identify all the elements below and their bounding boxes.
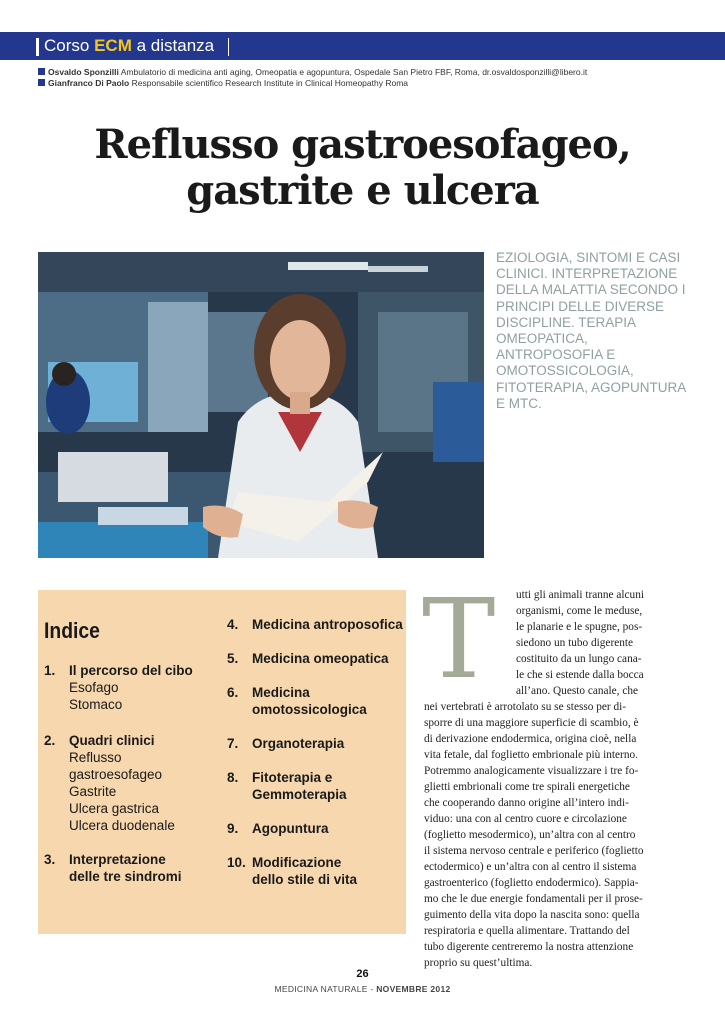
index-item-number: 1. xyxy=(44,663,56,678)
magazine-footer xyxy=(0,984,725,994)
article-line: tubo digerente centreremo la nostra attenzione xyxy=(424,941,634,953)
article-line: (foglietto mesodermico), un’altra con al centro xyxy=(424,829,636,841)
index-item-number: 9. xyxy=(227,821,239,836)
index-item-number: 10. xyxy=(227,855,246,870)
index-item-number: 2. xyxy=(44,733,56,748)
author-list xyxy=(38,67,698,89)
section-banner xyxy=(0,32,725,60)
article-line: ectodermico) e un’altra con al centro il sistema xyxy=(424,861,637,873)
author-name: Osvaldo Sponzilli xyxy=(48,67,119,77)
course-title xyxy=(44,36,214,56)
author-name: Gianfranco Di Paolo xyxy=(48,78,130,88)
index-item-sub: Ulcera duodenale xyxy=(69,818,175,833)
article-line: respiratoria e quella alimentare. Trattando del xyxy=(424,925,630,937)
article-line: viduo: una con al centro cuore e circolazione xyxy=(424,813,627,825)
article-line: costituito da un lungo cana- xyxy=(516,653,642,665)
banner-left-bar xyxy=(36,38,39,56)
article-line: di derivazione endodermica, origina cioè, nella xyxy=(424,733,637,745)
headline-line-2: gastrite e ulcera xyxy=(186,167,539,214)
article-line: vita fetale, dal foglietto embrionale più interno. xyxy=(424,749,638,761)
index-item-title: Medicina antroposofica xyxy=(252,617,403,632)
index-item-number: 3. xyxy=(44,852,56,867)
page-number: 26 xyxy=(356,968,369,980)
author-line xyxy=(38,67,698,78)
article-line: mo che le due energie fondamentali per il prose- xyxy=(424,893,643,905)
article-headline xyxy=(20,122,705,214)
author-affiliation: Responsabile scientifico Research Institute in Clinical Homeopathy Roma xyxy=(131,78,409,88)
article-line: glietti embrionali come tre spirali energetiche xyxy=(424,781,630,793)
index-item-sub: Reflusso xyxy=(69,750,122,765)
index-item-title: omotossicologica xyxy=(252,702,367,717)
index-item-number: 7. xyxy=(227,736,239,751)
lab-photo xyxy=(38,252,484,558)
article-line: il sistema nervoso centrale e periferico (foglietto xyxy=(424,845,644,857)
article-line: sporre di una maggiore superficie di scambio, è xyxy=(424,717,639,729)
article-subtitle: EZIOLOGIA, SINTOMI E CASI CLINICI. INTERPRETAZIONE DELLA MALATTIA SECONDO I PRINCIPI DELLE DIVERSE DISCIPLINE. TERAPIA OMEOPATICA, ANTROPOSOFIA E OMOTOSSICOLOGIA, FITOTERAPIA, AGOPUNTURA E MTC. xyxy=(496,250,686,411)
author-affiliation: Ambulatorio di medicina anti aging, Omeopatia e agopuntura, Ospedale San Pietro FBF, Roma, dr.osvaldosponzilli@libero.it xyxy=(120,67,588,77)
article-line: che cooperando danno origine all’intero indi- xyxy=(424,797,629,809)
index-item-title: Agopuntura xyxy=(252,821,329,836)
article-line: proprio su quest’ultima. xyxy=(424,957,533,969)
index-box xyxy=(38,590,406,934)
author-line xyxy=(38,78,698,89)
article-line: gastroenterico (foglietto endodermico). Sappia- xyxy=(424,877,639,889)
magazine-issue: NOVEMBRE 2012 xyxy=(376,984,451,994)
index-item-sub: Ulcera gastrica xyxy=(69,801,160,816)
index-item-title: Medicina omeopatica xyxy=(252,651,389,666)
index-item-title: Gemmoterapia xyxy=(252,787,347,802)
index-item-title: Quadri clinici xyxy=(69,733,155,748)
index-item-title: dello stile di vita xyxy=(252,872,358,887)
article-line: all’ano. Questo canale, che xyxy=(516,685,639,697)
course-ecm: ECM xyxy=(94,36,132,55)
index-item-sub: Esofago xyxy=(69,680,119,695)
course-suffix: a distanza xyxy=(136,36,215,55)
lab-photo-illustration xyxy=(38,252,484,558)
index-item-sub: Stomaco xyxy=(69,697,123,712)
article-line: Potremmo analogicamente visualizzare i tre fo- xyxy=(424,765,639,777)
article-line: nei vertebrati è arrotolato su se stesso per di- xyxy=(424,701,627,713)
article-line: siedono un tubo digerente xyxy=(516,637,634,649)
article-line: organismi, come le meduse, xyxy=(516,605,643,617)
index-item-title: Il percorso del cibo xyxy=(69,663,193,678)
footer-separator: - xyxy=(367,984,377,994)
index-item-sub: gastroesofageo xyxy=(69,767,163,782)
article-line: utti gli animali tranne alcuni xyxy=(516,589,644,601)
index-item-title: Organoterapia xyxy=(252,736,345,751)
index-item-number: 6. xyxy=(227,685,239,700)
article-line: le che si estende dalla bocca xyxy=(516,669,644,681)
index-item-number: 8. xyxy=(227,770,239,785)
bullet-square-icon xyxy=(38,68,45,75)
index-item-sub: Gastrite xyxy=(69,784,117,799)
index-title: Indice xyxy=(44,618,100,643)
article-dropcap: T xyxy=(422,575,496,703)
bullet-square-icon xyxy=(38,79,45,86)
index-item-title: Medicina xyxy=(252,685,310,700)
magazine-name: MEDICINA NATURALE xyxy=(274,984,368,994)
article-line: guimento della vita dopo la nascita sono: quella xyxy=(424,909,640,921)
index-item-number: 5. xyxy=(227,651,239,666)
banner-right-bar xyxy=(228,38,229,56)
index-item-title: delle tre sindromi xyxy=(69,869,182,884)
index-item-title: Interpretazione xyxy=(69,852,166,867)
index-item-number: 4. xyxy=(227,617,239,632)
article-line: le planarie e le spugne, pos- xyxy=(516,621,643,633)
index-item-title: Modificazione xyxy=(252,855,342,870)
course-prefix: Corso xyxy=(44,36,90,55)
headline-line-1: Reflusso gastroesofageo, xyxy=(94,121,631,168)
index-item-title: Fitoterapia e xyxy=(252,770,333,785)
